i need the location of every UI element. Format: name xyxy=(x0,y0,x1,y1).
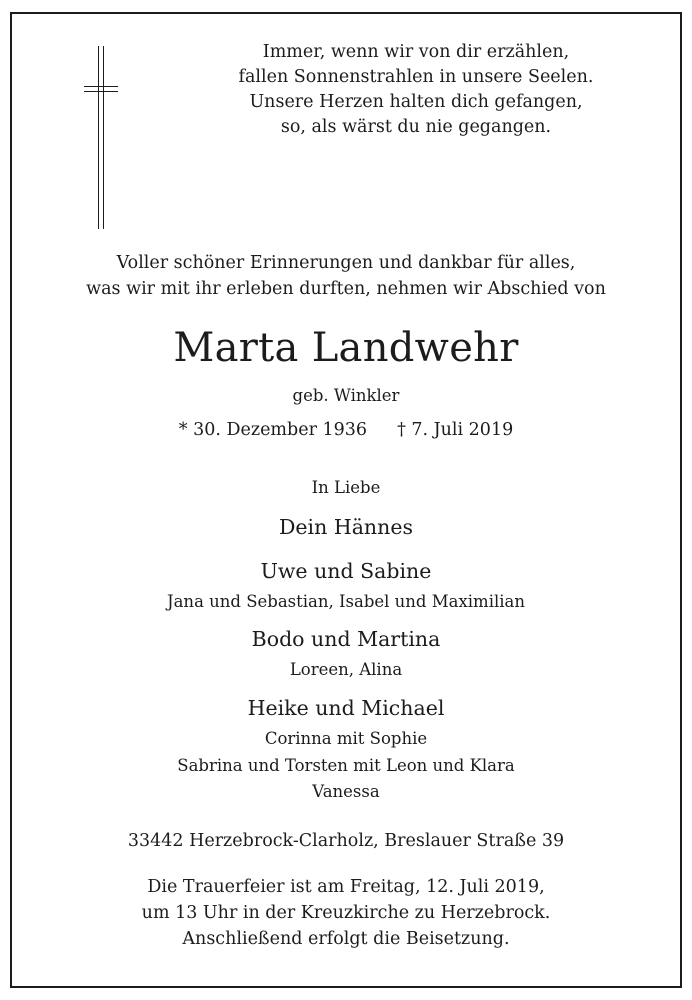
family-members: Corinna mit Sophie xyxy=(264,729,428,748)
intro-line: Voller schöner Erinnerungen und dankbar für alles, xyxy=(116,253,576,273)
ceremony-line: Anschließend erfolgt die Beisetzung. xyxy=(182,929,510,949)
poem-line: so, als wärst du nie gegangen. xyxy=(280,117,552,137)
family-head: Dein Hännes xyxy=(278,515,413,539)
deceased-name: Marta Landwehr xyxy=(173,325,519,371)
family-members: Loreen, Alina xyxy=(289,660,403,679)
family-members: Sabrina und Torsten mit Leon und Klara xyxy=(177,756,515,775)
address: 33442 Herzebrock-Clarholz, Breslauer Straße 39 xyxy=(127,831,565,851)
family-members: Jana und Sebastian, Isabel und Maximilian xyxy=(166,592,525,611)
poem-line: Unsere Herzen halten dich gefangen, xyxy=(249,92,583,112)
life-dates xyxy=(0,420,692,440)
in-love-label: In Liebe xyxy=(311,478,381,497)
family-members: Vanessa xyxy=(312,782,380,801)
birth-date: * 30. Dezember 1936 xyxy=(178,420,368,440)
family-head: Heike und Michael xyxy=(247,696,445,720)
family-head: Bodo und Martina xyxy=(251,627,441,651)
death-date: † 7. Juli 2019 xyxy=(397,420,514,440)
poem xyxy=(216,40,616,140)
ceremony-line: um 13 Uhr in der Kreuzkirche zu Herzebrock. xyxy=(141,903,551,923)
cross-icon xyxy=(84,46,118,229)
poem-line: fallen Sonnenstrahlen in unsere Seelen. xyxy=(238,67,594,87)
poem-line: Immer, wenn wir von dir erzählen, xyxy=(262,42,570,62)
intro-line: was wir mit ihr erleben durften, nehmen wir Abschied von xyxy=(86,279,606,299)
ceremony-line: Die Trauerfeier ist am Freitag, 12. Juli 2019, xyxy=(147,877,545,897)
family-head: Uwe und Sabine xyxy=(260,559,432,583)
maiden-name: geb. Winkler xyxy=(292,386,400,405)
